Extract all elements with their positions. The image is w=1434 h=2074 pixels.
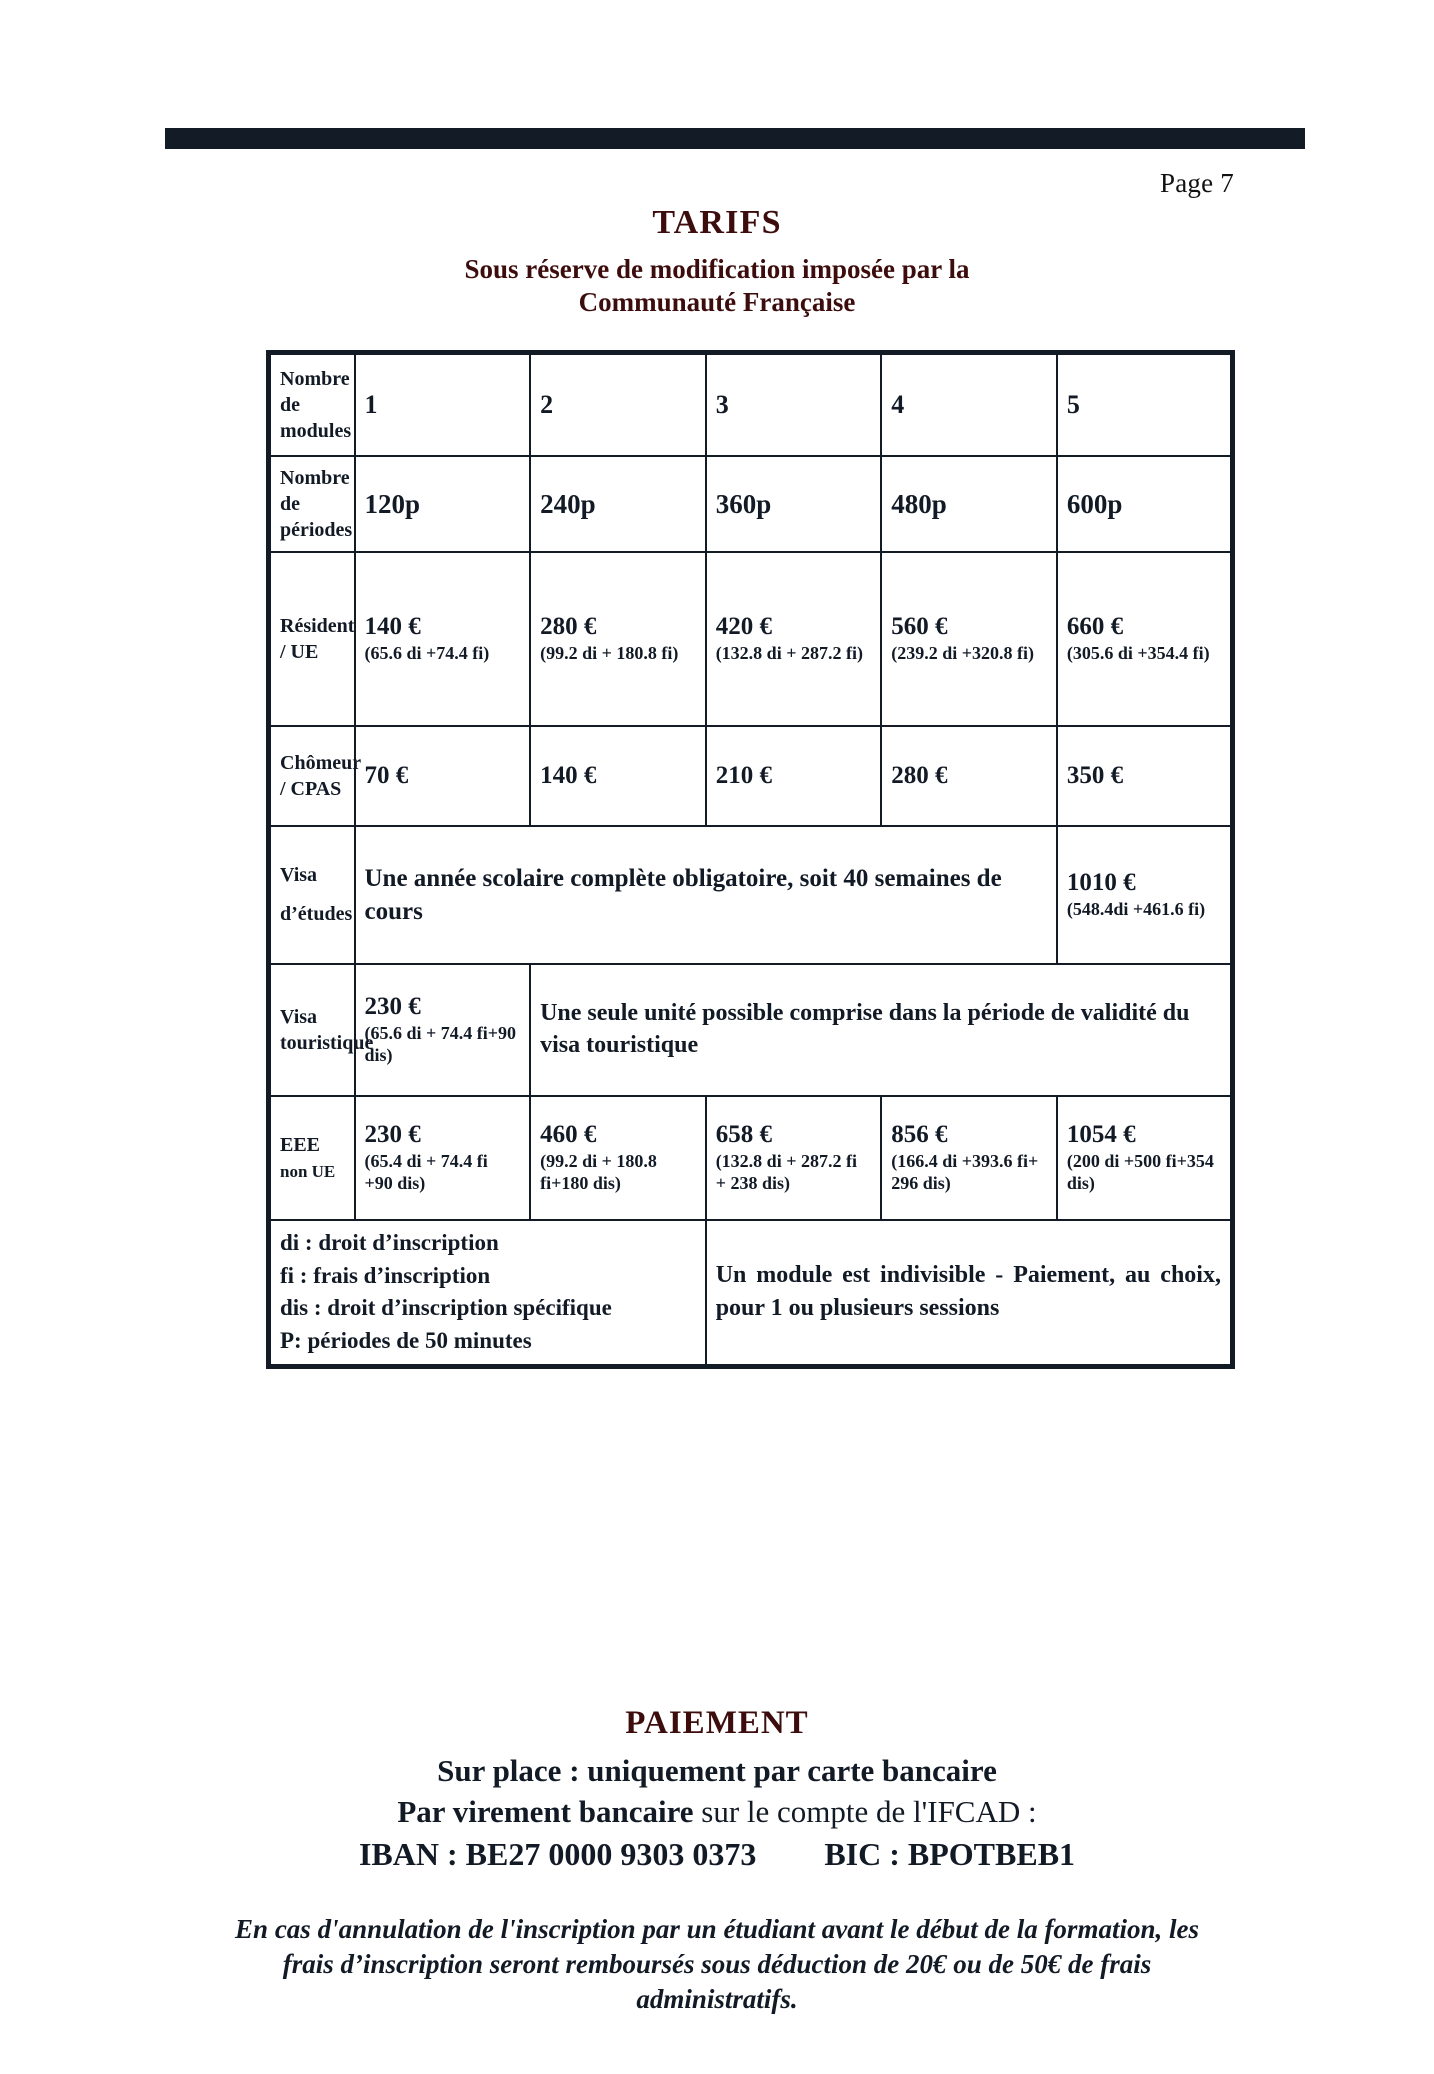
row-label-line-2: d’études (280, 903, 353, 925)
table-row-nombre-de-modules (269, 353, 1233, 457)
row-label-resident-ue: Résident / UE (269, 552, 355, 726)
cell-resident-5 (1057, 552, 1233, 726)
row-label-visa-etudes (269, 826, 355, 964)
cell-eee-4 (881, 1096, 1057, 1220)
legend-module-note: Un module est indivisible - Paiement, au choix, pour 1 ou plusieurs sessions (706, 1220, 1233, 1366)
cell-chomeur-2: 140 € (530, 726, 706, 826)
cell-periodes-3: 360p (706, 456, 882, 552)
legend-line-dis: dis : droit d’inscription spécifique (280, 1295, 612, 1321)
amount: 560 € (891, 612, 948, 640)
amount: 1054 € (1066, 1120, 1136, 1148)
row-label-chomeur-cpas: Chômeur / CPAS (269, 726, 355, 826)
amount-breakdown: (132.8 di + 287.2 fi) (715, 643, 863, 664)
cell-visa-touristique-note: Une seule unité possible comprise dans la période de validité du visa touristique (530, 964, 1232, 1096)
legend-line-di: di : droit d’inscription (280, 1230, 499, 1255)
amount: 420 € (715, 612, 772, 640)
amount: 230 € (364, 1120, 421, 1148)
table-row-visa-etudes (269, 826, 1233, 964)
amount-breakdown: (65.6 di +74.4 fi) (364, 643, 490, 664)
cell-modules-5: 5 (1057, 353, 1233, 457)
amount-breakdown: (132.8 di + 287.2 fi + 238 dis) (715, 1151, 857, 1194)
cell-chomeur-1: 70 € (355, 726, 531, 826)
amount: 856 € (891, 1120, 948, 1148)
page-subtitle (0, 253, 1434, 320)
cell-eee-5 (1057, 1096, 1233, 1220)
legend-line-p: P: périodes de 50 minutes (280, 1327, 532, 1353)
amount: 660 € (1066, 612, 1124, 640)
cell-periodes-4: 480p (881, 456, 1057, 552)
page-title: TARIFS (652, 204, 782, 241)
cell-visa-etudes-note: Une année scolaire complète obligatoire, soit 40 semaines de cours (355, 826, 1057, 964)
page-subtitle-line-2: Communauté Française (578, 287, 856, 318)
payment-heading: PAIEMENT (625, 1705, 809, 1741)
header-rule (165, 128, 1305, 149)
amount-breakdown: (65.4 di + 74.4 fi +90 dis) (364, 1151, 488, 1194)
cell-eee-1 (355, 1096, 531, 1220)
amount: 1010 € (1066, 868, 1136, 896)
amount-breakdown: (305.6 di +354.4 fi) (1066, 643, 1210, 664)
table-row-eee-non-ue (269, 1096, 1233, 1220)
amount-breakdown: (99.2 di + 180.8 fi+180 dis) (540, 1151, 657, 1194)
amount: 658 € (715, 1120, 772, 1148)
row-label-line-2: touristique (280, 1032, 374, 1054)
cell-modules-3: 3 (706, 353, 882, 457)
legend-line-fi: fi : frais d’inscription (280, 1262, 491, 1288)
table-row-legend (269, 1220, 1233, 1366)
amount: 280 € (540, 612, 597, 640)
row-label-nombre-de-modules: Nombre de modules (269, 353, 355, 457)
cell-resident-3 (706, 552, 882, 726)
cell-modules-2: 2 (530, 353, 706, 457)
table-row-resident-ue (269, 552, 1233, 726)
cell-eee-3 (706, 1096, 882, 1220)
cancellation-notice: En cas d'annulation de l'inscription par un étudiant avant le début de la formation, les frais d’inscription seront remboursés sous déduction de 20€ ou de 50€ de frais administratifs. (235, 1914, 1199, 2015)
row-label-eee-non-ue (269, 1096, 355, 1220)
payment-block (0, 1705, 1434, 1873)
cell-periodes-5: 600p (1057, 456, 1233, 552)
cell-resident-1 (355, 552, 531, 726)
cell-modules-4: 4 (881, 353, 1057, 457)
amount: 140 € (364, 612, 421, 640)
page-subtitle-line-1: Sous réserve de modification imposée par la (464, 253, 970, 284)
cell-chomeur-3: 210 € (706, 726, 882, 826)
amount: 460 € (540, 1120, 597, 1148)
row-label-nombre-de-periodes: Nombre de périodes (269, 456, 355, 552)
payment-iban: IBAN : BE27 0000 9303 0373 (358, 1836, 757, 1872)
cell-resident-2 (530, 552, 706, 726)
row-label-eee: EEE (280, 1134, 321, 1156)
tarifs-table (266, 350, 1235, 1369)
payment-transfer-strong: Par virement bancaire (397, 1794, 694, 1829)
amount-breakdown: (166.4 di +393.6 fi+ 296 dis) (891, 1151, 1039, 1194)
payment-bic: BIC : BPOTBEB1 (824, 1836, 1076, 1872)
legend-definitions (269, 1220, 706, 1366)
page-number: Page 7 (1160, 168, 1234, 198)
amount: 230 € (364, 992, 421, 1020)
cell-chomeur-5: 350 € (1057, 726, 1233, 826)
cell-periodes-1: 120p (355, 456, 531, 552)
cell-chomeur-4: 280 € (881, 726, 1057, 826)
payment-transfer-line (0, 1794, 1434, 1830)
payment-transfer-light: sur le compte de l'IFCAD : (693, 1794, 1037, 1829)
amount-breakdown: (200 di +500 fi+354 dis) (1066, 1151, 1214, 1194)
cell-visa-etudes-amount (1057, 826, 1233, 964)
cell-modules-1: 1 (355, 353, 531, 457)
title-block (0, 205, 1434, 320)
payment-bank-details (0, 1836, 1434, 1873)
amount-breakdown: (548.4di +461.6 fi) (1066, 899, 1206, 920)
table-row-visa-touristique (269, 964, 1233, 1096)
row-label-eee-rest: non UE (280, 1162, 336, 1181)
amount-breakdown: (239.2 di +320.8 fi) (891, 643, 1035, 664)
payment-onsite-line: Sur place : uniquement par carte bancaire (437, 1753, 997, 1788)
cell-visa-touristique-amount (355, 964, 531, 1096)
table-row-nombre-de-periodes (269, 456, 1233, 552)
table-row-chomeur-cpas (269, 726, 1233, 826)
amount-breakdown: (65.6 di + 74.4 fi+90 dis) (364, 1023, 517, 1066)
cell-resident-4 (881, 552, 1057, 726)
cell-periodes-2: 240p (530, 456, 706, 552)
amount-breakdown: (99.2 di + 180.8 fi) (540, 643, 679, 664)
cell-eee-2 (530, 1096, 706, 1220)
row-label-line-1: Visa (280, 1006, 318, 1028)
row-label-line-1: Visa (280, 864, 318, 886)
row-label-visa-touristique (269, 964, 374, 1096)
